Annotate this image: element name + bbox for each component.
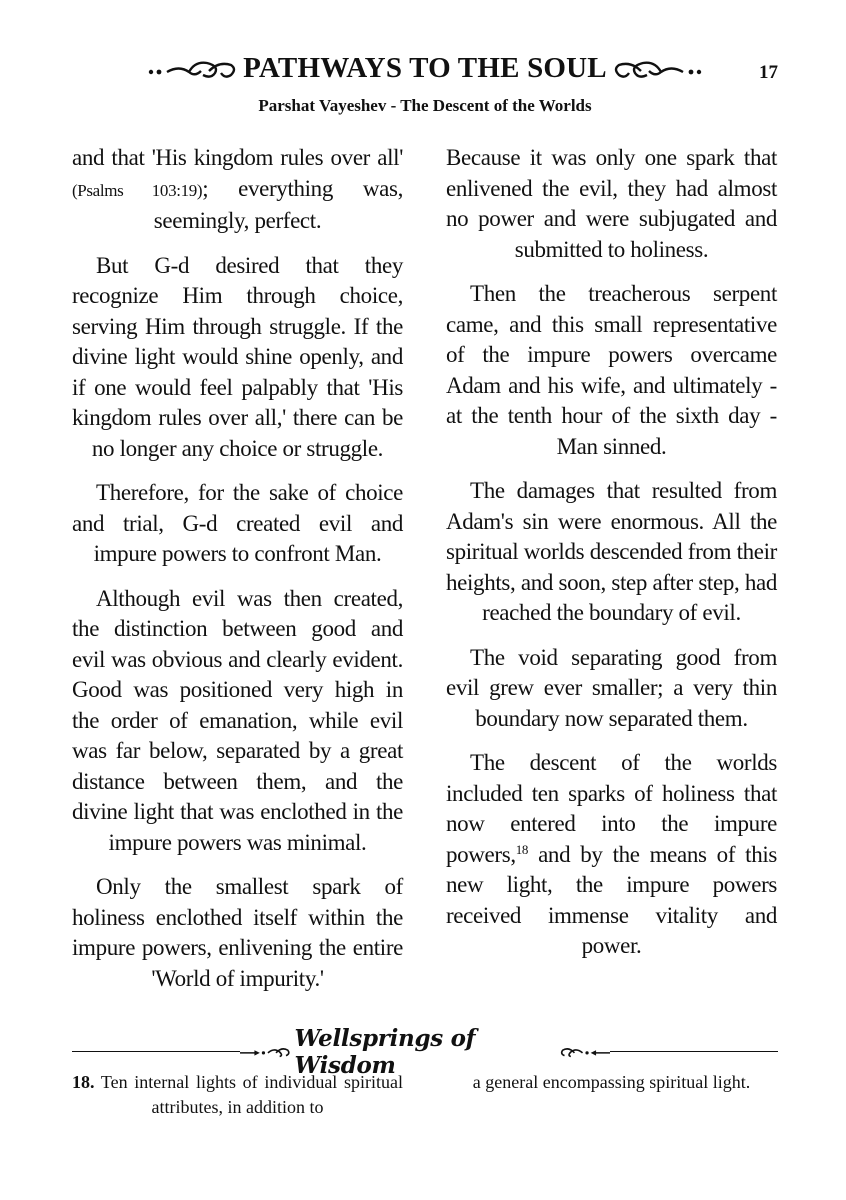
paragraph-left-5: Only the smallest spark of holiness enclothed itself within the impure powers, enlivening the entire 'World of impurity.' — [72, 874, 403, 991]
footnote-18-part-2: a general encompassing spiritual light. — [472, 1072, 751, 1092]
footnote-text-left: Ten internal lights of individual spiritual attributes, in addition to — [94, 1072, 403, 1117]
footnote-reference-mark[interactable]: 18 — [515, 841, 529, 857]
footnote-number: 18. — [72, 1072, 95, 1092]
paragraph-left-1 — [72, 143, 403, 237]
paragraph-left-1-before: and that 'His kingdom rules over all' — [72, 145, 403, 170]
mini-flourish-left-icon — [240, 1045, 290, 1059]
paragraph-right-5 — [446, 748, 777, 962]
footnote-18-part-1 — [72, 1070, 403, 1120]
running-header — [72, 52, 778, 92]
left-text-column — [72, 143, 403, 1008]
chapter-subtitle: Parshat Vayeshev - The Descent of the Worlds — [258, 96, 592, 115]
flourish-left-icon — [145, 57, 237, 81]
paragraph-left-3: Therefore, for the sake of choice and trial, G-d created evil and impure powers to confront Man. — [72, 480, 403, 566]
paragraph-left-4: Although evil was then created, the distinction between good and evil was obvious and clearly evident. Good was positioned very high in the order of emanation, while evil was far below, separated by a great distance between them, and the divine light that was enclothed in the impure powers was minimal. — [72, 585, 403, 855]
header-title: PATHWAYS TO THE SOUL — [243, 52, 607, 84]
divider-line-right — [610, 1051, 778, 1052]
footnote-left-column — [72, 1070, 403, 1120]
paragraph-left-1-after: ; everything was, seemingly, perfect. — [153, 175, 403, 233]
divider-label-group — [240, 1025, 610, 1079]
header-title-group — [145, 52, 705, 85]
flourish-right-icon — [613, 57, 705, 81]
divider-line-left — [72, 1051, 240, 1052]
mini-flourish-right-icon — [560, 1045, 610, 1059]
footnote-divider — [72, 1025, 778, 1079]
paragraph-left-2: But G-d desired that they recognize Him through choice, serving Him through struggle. If the divine light would shine openly, and if one would feel palpably that 'His kingdom rules over all,' there can be no longer any choice or struggle. — [72, 252, 403, 461]
paragraph-right-4: The void separating good from evil grew ever smaller; a very thin boundary now separated them. — [446, 644, 777, 731]
page-number: 17 — [759, 62, 778, 83]
right-text-column — [446, 143, 777, 976]
paragraph-right-3: The damages that resulted from Adam's sin were enormous. All the spiritual worlds descended from their heights, and soon, step after step, had reached the boundary of evil. — [446, 478, 777, 625]
paragraph-right-5-before: The descent of the worlds included ten sparks of holiness that now entered into the impure powers, — [446, 750, 777, 867]
paragraph-right-5-after: and by the means of this new light, the impure powers received immense vitality and power. — [446, 841, 777, 958]
paragraph-right-1: Because it was only one spark that enlivened the evil, they had almost no power and were subjugated and submitted to holiness. — [446, 145, 777, 262]
footnote-right-column — [446, 1070, 777, 1095]
scripture-reference: (Psalms 103:19) — [72, 180, 203, 200]
divider-label: Wellsprings of Wisdom — [294, 1025, 476, 1079]
paragraph-right-2: Then the treacherous serpent came, and this small representative of the impure powers overcame Adam and his wife, and ultimately - at the tenth hour of the sixth day - Man sinned. — [446, 281, 777, 459]
